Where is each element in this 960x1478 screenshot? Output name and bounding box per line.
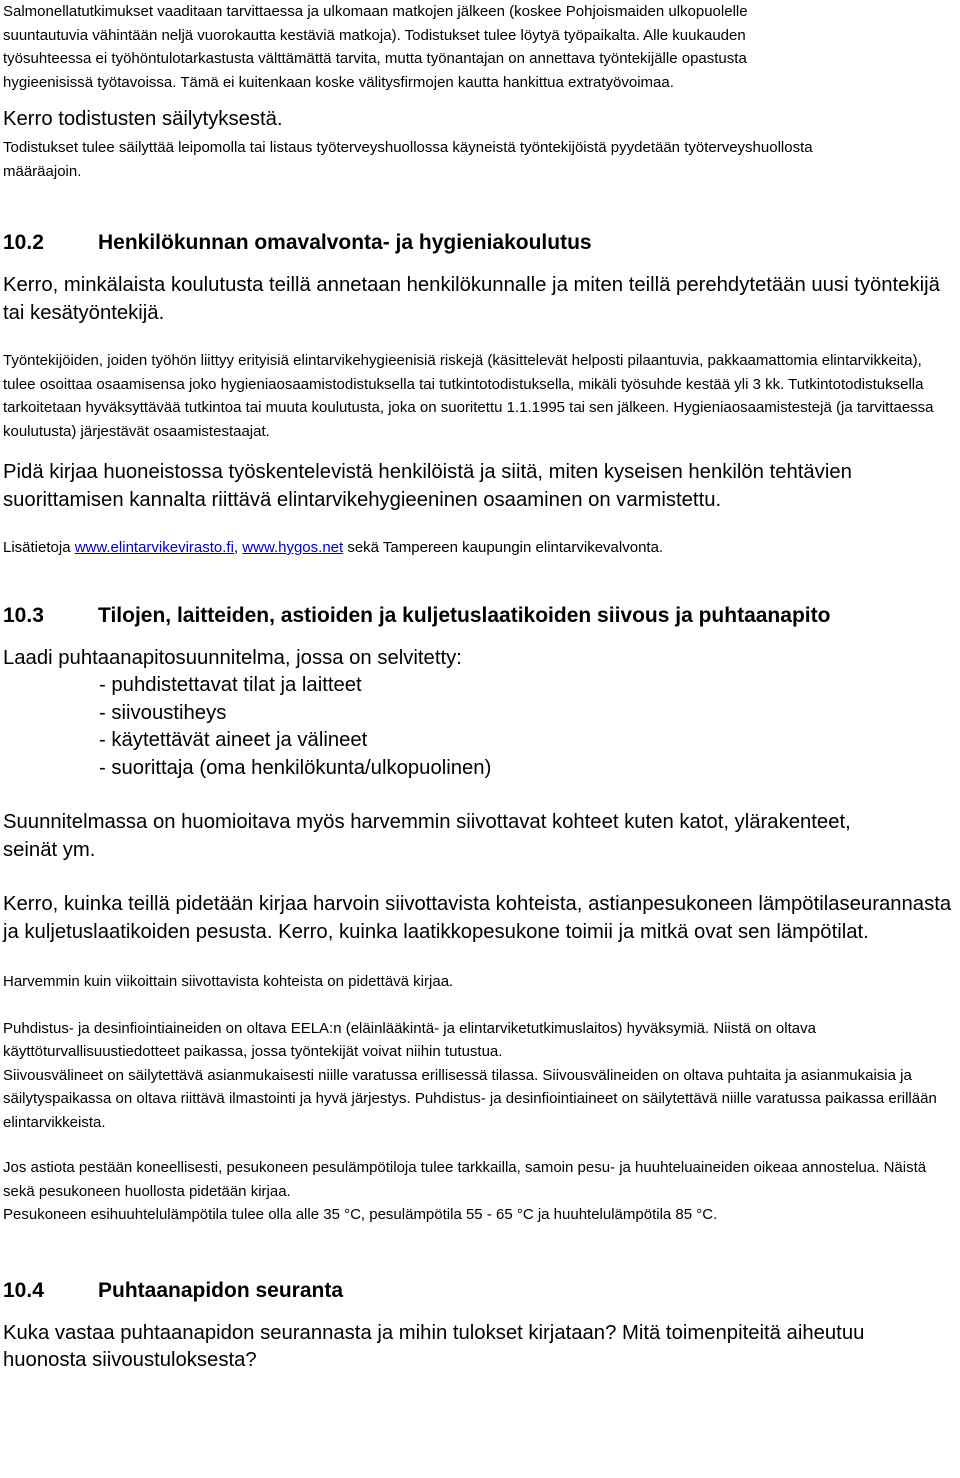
training-paragraph: Työntekijöiden, joiden työhön liittyy erityisiä elintarvikehygieenisiä riskejä (käsittelevät helposti pilaantuvia, pakkaamattomia elintarvikkeita), tulee osoittaa osaamisensa joko hygieniaosaamistodistuksella tai tutkintotodistuksella, mikäli työsuhde kestää yli 3 kk. Tutkintotodistuksella tarkoitetaan hyväksyttävää tutkintoa tai muuta koulutusta, joka on suoritettu 1.1.1995 tai sen jälkeen. Hygieniaosaamistestejä (ja tarvittaessa koulutusta) järjestävät osaamistestaajat. [3, 352, 934, 440]
intro-paragraph [3, 0, 955, 94]
cleaning-records-question: Kerro, kuinka teillä pidetään kirjaa harvoin siivottavista kohteista, astianpesukoneen lämpötilaseurannasta ja kuljetuslaatikoiden pesusta. Kerro, kuinka laatikkopesukone toimii ja mitkä ovat sen lämpötilat. [3, 893, 952, 943]
more-info [3, 536, 955, 560]
rare-cleaning-paragraph: Suunnitelmassa on huomioitava myös harvemmin siivottavat kohteet kuten katot, ylärakenteet, seinät ym. [3, 811, 851, 861]
chemicals-paragraph: Puhdistus- ja desinfiointiaineiden on oltava EELA:n (eläinlääkintä- ja elintarviketutkimuslaitos) hyväksymiä. Niistä on oltava käyttöturvallisuustiedotteet paikassa, jossa työntekijät voivat niihin tutustua. [3, 1019, 816, 1060]
plan-list [3, 672, 955, 782]
weekly-records-note: Harvemmin kuin viikoittain siivottavista kohteista on pidettävä kirjaa. [3, 973, 454, 990]
document-page [3, 0, 955, 1375]
storage-question: Kerro todistusten säilytyksestä. [3, 108, 283, 130]
intro-line: työsuhteessa ei työhöntulotarkastusta välttämättä tarvita, mutta työnantajan on annettava työntekijälle opastusta [3, 50, 747, 67]
section-number: 10.3 [3, 603, 44, 627]
list-item: - käytettävät aineet ja välineet [99, 729, 368, 751]
intro-line: Salmonellatutkimukset vaaditaan tarvittaessa ja ulkomaan matkojen jälkeen (koskee Pohjoismaiden ulkopuolelle [3, 3, 748, 20]
temperatures-paragraph: Pesukoneen esihuuhtelulämpötila tulee olla alle 35 °C, pesulämpötila 55 - 65 °C ja huuhtelulämpötila 85 °C. [3, 1206, 718, 1223]
list-item: - siivoustiheys [99, 701, 227, 724]
section-title: Tilojen, laitteiden, astioiden ja kuljetuslaatikoiden siivous ja puhtaanapito [98, 603, 831, 627]
dishwashing-paragraph: Jos astiota pestään koneellisesti, pesukoneen pesulämpötiloja tulee tarkkailla, samoin pesu- ja huuhteluaineiden oikeaa annostelua. Näistä sekä pesukoneen huollosta pidetään kirjaa. [3, 1159, 927, 1200]
section-number: 10.2 [3, 231, 44, 254]
intro-line: suuntautuvia vähintään neljä vuorokautta kestäviä matkoja). Todistukset tulee löytyä työpaikalta. Alle kuukauden [3, 26, 746, 44]
equipment-paragraph: Siivousvälineet on säilytettävä asianmukaisesti niille varatussa erillisessä tilassa. Siivousvälineiden on oltava puhtaita ja asianmukaisia ja säilytyspaikassa on oltava riittävä ilmastointi ja hyvä järjestys. Puhdistus- ja desinfiointiaineet on säilytettävä niille varatussa paikassa erillään elintarvikkeista. [3, 1066, 937, 1131]
section-number: 10.4 [3, 1278, 44, 1302]
section-heading-10-4 [3, 1277, 955, 1304]
monitoring-question: Kuka vastaa puhtaanapidon seurannasta ja mihin tulokset kirjataan? Mitä toimenpiteitä aiheutuu huonosta siivoustuloksesta? [3, 1321, 865, 1371]
training-question: Kerro, minkälaista koulutusta teillä annetaan henkilökunnalle ja miten teillä perehdytetään uusi työntekijä tai kesätyöntekijä. [3, 274, 940, 324]
link-separator: , [233, 539, 243, 556]
plan-intro: Laadi puhtaanapitosuunnitelma, jossa on selvitetty: [3, 646, 462, 669]
section-title: Puhtaanapidon seuranta [98, 1278, 344, 1302]
more-info-suffix: sekä Tampereen kaupungin elintarvikevalvonta. [343, 539, 664, 556]
list-item: - puhdistettavat tilat ja laitteet [99, 674, 362, 696]
section-heading-10-3 [3, 602, 955, 629]
intro-line: hygieenisissä työtavoissa. Tämä ei kuitenkaan koske välitysfirmojen kautta hankittua extratyövoimaa. [3, 73, 674, 91]
more-info-prefix: Lisätietoja [3, 539, 75, 556]
records-paragraph: Pidä kirjaa huoneistossa työskentelevistä henkilöistä ja siitä, miten kyseisen henkilön tehtävien suorittamisen kannalta riittävä elintarvikehygieeninen osaaminen on varmistettu. [3, 461, 852, 511]
hygos-link[interactable]: www.hygos.net [242, 539, 344, 556]
elintarvikevirasto-link[interactable]: www.elintarvikevirasto.fi [74, 539, 234, 556]
storage-answer: Todistukset tulee säilyttää leipomolla tai listaus työterveyshuollossa käyneistä työntekijöistä pyydetään työterveyshuollosta määräajoin. [3, 139, 813, 180]
section-title: Henkilökunnan omavalvonta- ja hygieniakoulutus [98, 231, 592, 254]
section-heading-10-2 [3, 229, 955, 256]
list-item: - suorittaja (oma henkilökunta/ulkopuolinen) [99, 756, 492, 779]
